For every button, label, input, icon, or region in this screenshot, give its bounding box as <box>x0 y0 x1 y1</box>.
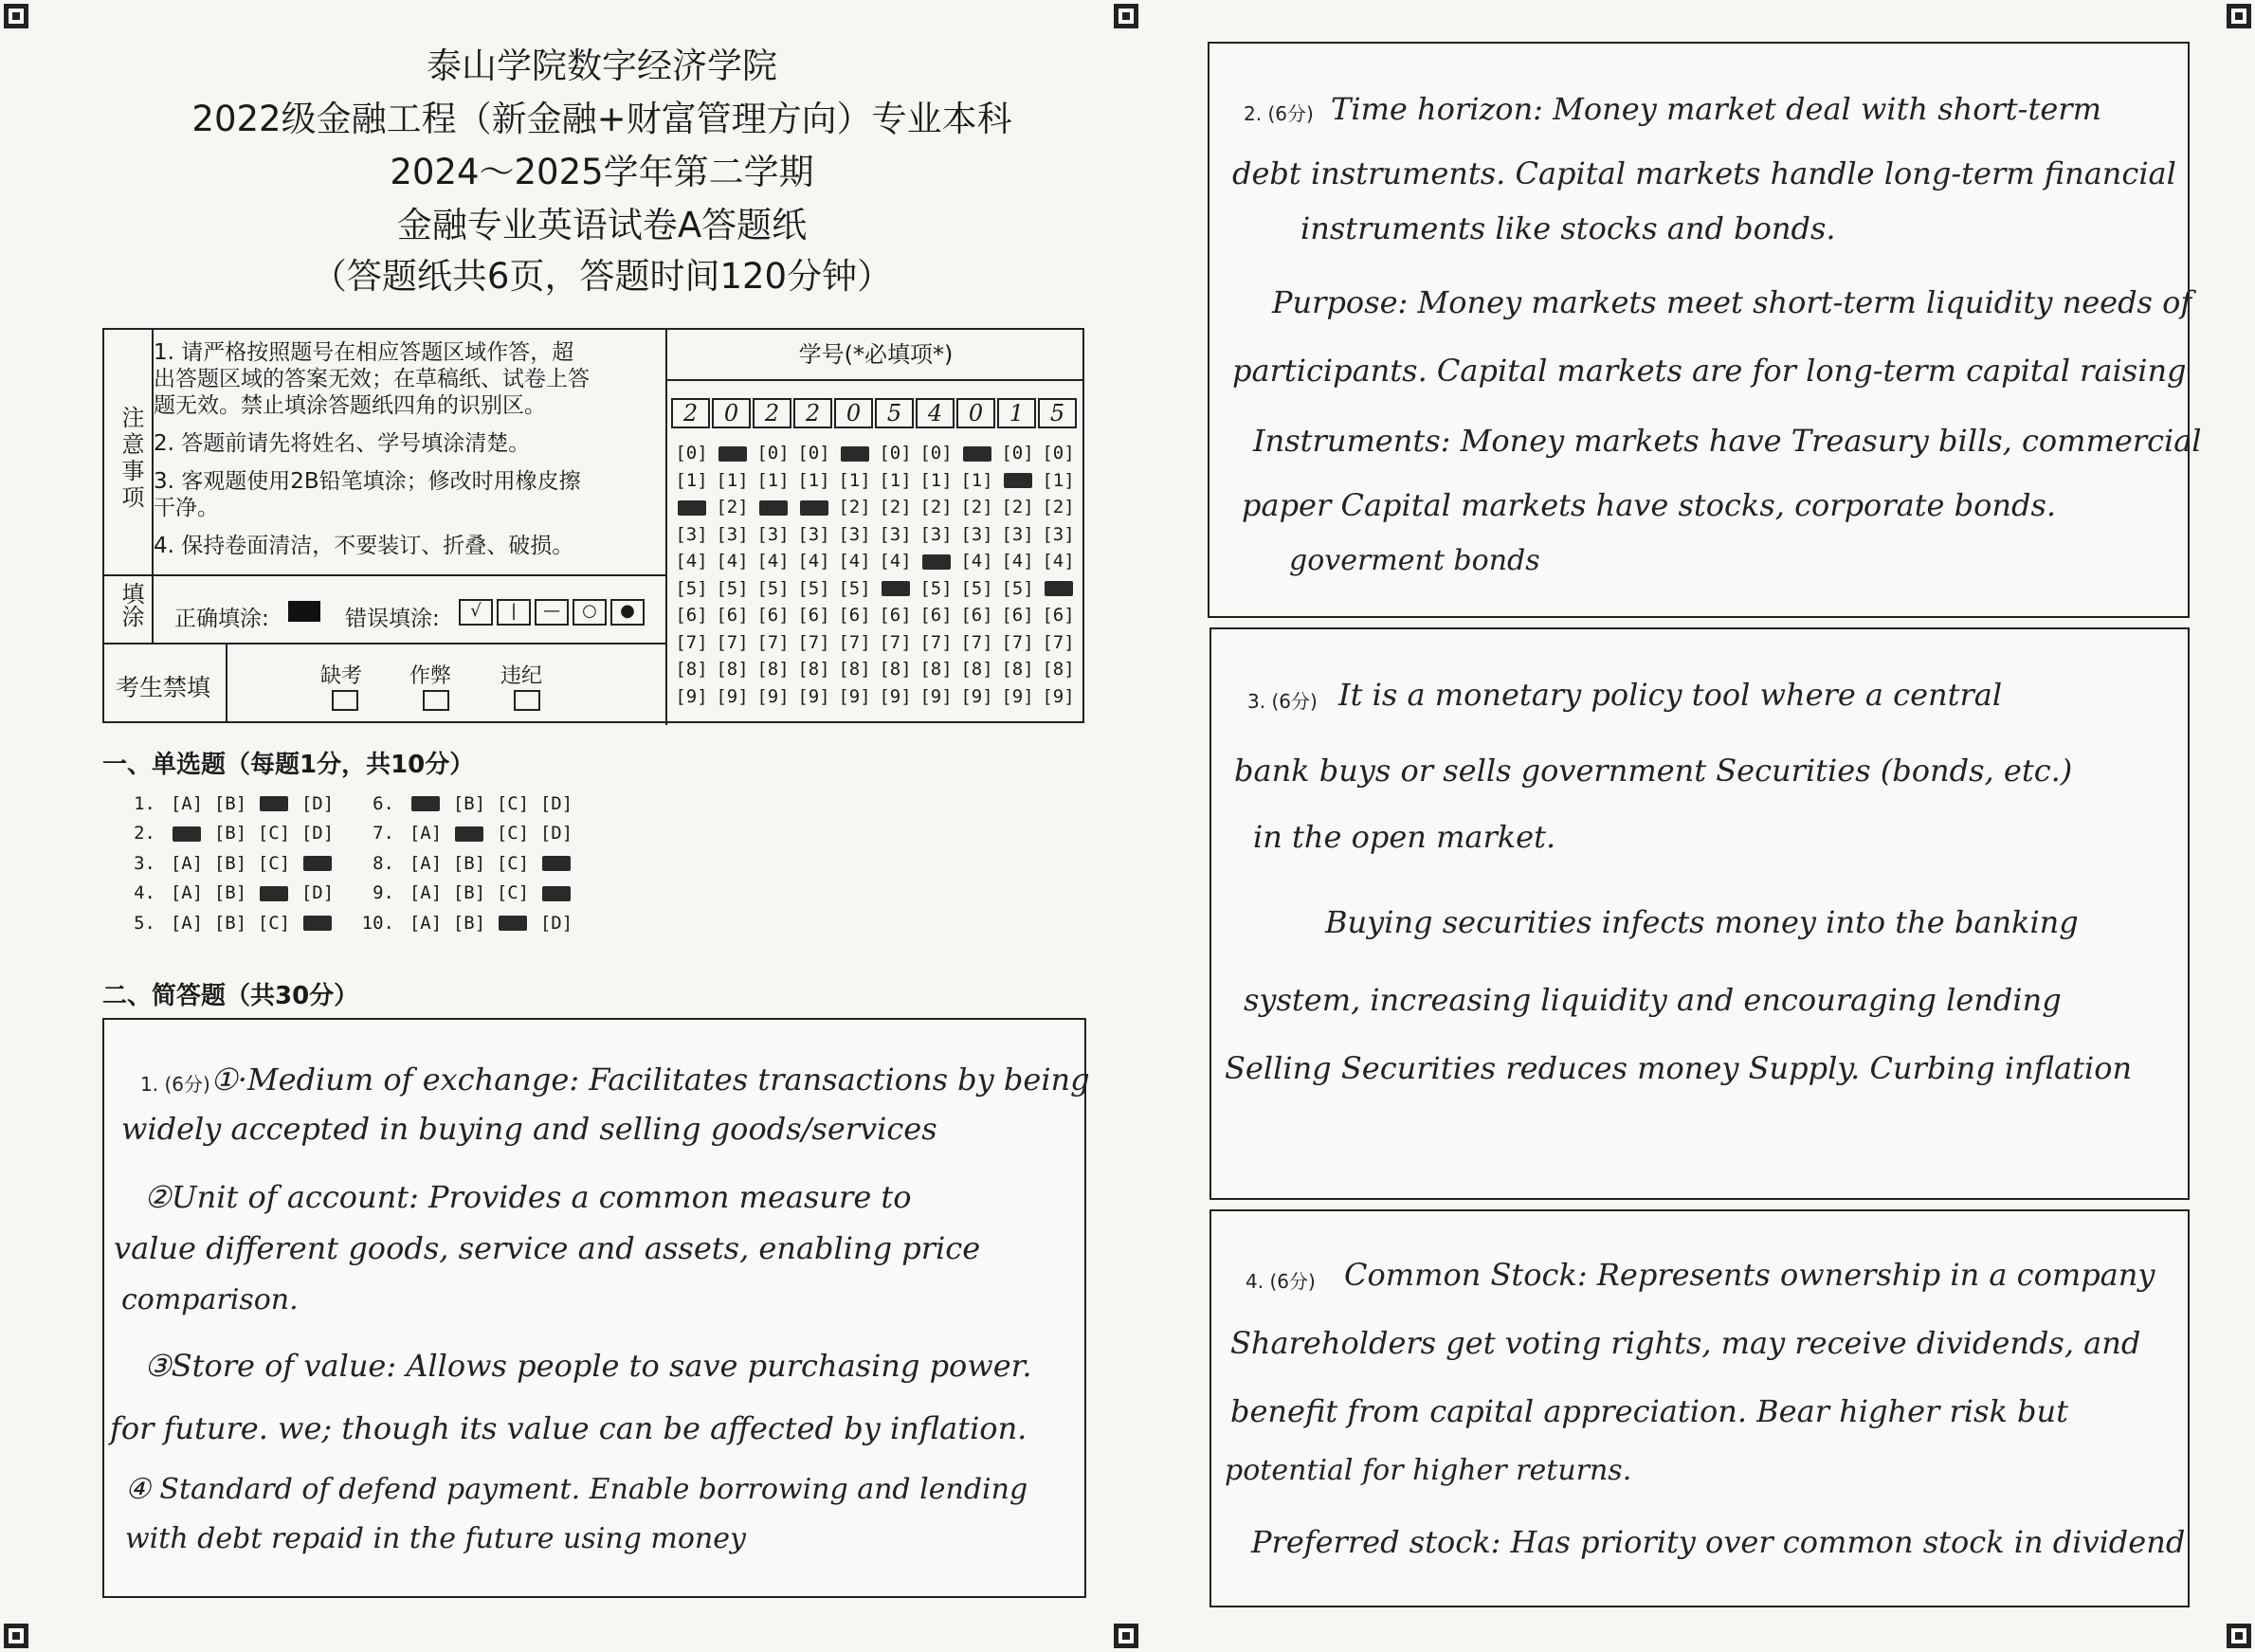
bubble-row <box>671 440 1088 467</box>
answer-line: value different goods, service and assets, enabling price <box>114 1230 981 1266</box>
answer-line: instruments like stocks and bonds. <box>1300 210 1836 246</box>
answer-line: ④ Standard of defend payment. Enable borrowing and lending <box>125 1473 1028 1506</box>
id-bubble[interactable]: [7] <box>919 631 953 653</box>
student-id-digit: 5 <box>1038 398 1077 428</box>
mc-question-number: 7. <box>373 823 394 844</box>
id-bubble[interactable]: [8] <box>838 659 871 680</box>
id-bubble[interactable]: [6] <box>797 605 830 626</box>
id-bubble[interactable]: [4] <box>797 551 830 572</box>
id-bubble[interactable]: [9] <box>1001 685 1034 707</box>
student-id-digit: 4 <box>916 398 955 428</box>
mc-option-bubble[interactable]: [A] <box>170 852 204 874</box>
answer-line: Instruments: Money markets have Treasury bills, commercial <box>1253 423 2202 459</box>
id-bubble[interactable]: [2] <box>960 497 993 517</box>
answer-line: Preferred stock: Has priority over common stock in dividend <box>1251 1524 2186 1560</box>
mc-option-bubble[interactable]: [A] <box>170 912 204 934</box>
answer-line: system, increasing liquidity and encouraging lending <box>1244 982 2062 1018</box>
answer-box-q4[interactable] <box>1209 1209 2190 1607</box>
violation-label: 违纪 <box>500 664 543 688</box>
id-bubble[interactable]: [9] <box>797 685 830 707</box>
id-bubble[interactable]: [6] <box>675 605 708 626</box>
id-bubble[interactable]: [6] <box>1001 605 1034 626</box>
answer-line: potential for higher returns. <box>1225 1454 1632 1487</box>
mc-option-bubble[interactable]: [B] <box>452 792 486 814</box>
id-bubble[interactable] <box>712 440 753 467</box>
notice-item: 干净。 <box>154 496 219 520</box>
wrong-fill-dash-icon: — <box>535 599 569 626</box>
mc-question-number: 9. <box>373 882 394 904</box>
mc-option-bubble[interactable]: [D] <box>300 882 335 904</box>
mc-option-bubble[interactable]: [B] <box>213 882 247 904</box>
id-bubble[interactable]: [3] <box>675 523 708 545</box>
id-bubble[interactable]: [9] <box>960 685 993 707</box>
answer-line: It is a monetary policy tool where a central <box>1338 677 2003 713</box>
mc-option-bubble[interactable]: [C] <box>257 823 291 844</box>
student-id-digit-row <box>671 398 1079 430</box>
bubble-row <box>671 521 1088 549</box>
answer-line: Common Stock: Represents ownership in a company <box>1344 1257 2155 1293</box>
id-bubble[interactable]: [4] <box>1001 551 1034 572</box>
id-bubble[interactable] <box>916 548 956 575</box>
question-label: 2. (6分) <box>1244 102 1314 125</box>
corner-mark-bottom-left <box>4 1624 28 1648</box>
mc-question-number: 8. <box>373 852 394 874</box>
id-bubble[interactable]: [0] <box>1042 443 1075 463</box>
id-bubble[interactable]: [7] <box>960 631 993 653</box>
answer-line: for future. we; though its value can be affected by inflation. <box>110 1410 1027 1446</box>
id-bubble[interactable]: [3] <box>1042 523 1075 545</box>
id-bubble[interactable]: [7] <box>756 631 790 653</box>
student-id-digit: 0 <box>834 398 873 428</box>
notice-item: 3. 客观题使用2B铅笔填涂；修改时用橡皮擦 <box>154 469 581 494</box>
mc-option-bubble[interactable]: [A] <box>409 912 443 934</box>
answer-line: Time horizon: Money market deal with short-term <box>1331 91 2101 127</box>
answer-box-q2[interactable] <box>1208 42 2202 618</box>
id-bubble[interactable] <box>875 575 916 603</box>
mc-option-bubble[interactable]: [C] <box>496 882 530 904</box>
id-bubble[interactable]: [7] <box>675 631 708 653</box>
cheat-label: 作弊 <box>409 664 452 688</box>
id-bubble[interactable]: [1] <box>879 469 912 491</box>
violation-checkbox[interactable] <box>514 690 540 711</box>
id-bubble[interactable] <box>956 440 997 467</box>
notice-item: 4. 保持卷面清洁，不要装订、折叠、破损。 <box>154 534 574 558</box>
mc-option-bubble[interactable]: [B] <box>213 852 247 874</box>
answer-line: ①·Medium of exchange: Facilitates transactions by being <box>210 1062 1090 1098</box>
notice-label: 注意事项 <box>118 406 144 512</box>
id-bubble[interactable]: [8] <box>675 659 708 680</box>
mc-option-bubble[interactable]: [C] <box>496 852 530 874</box>
mc-option-bubble[interactable]: [D] <box>300 792 335 814</box>
notice-panel <box>102 328 1084 723</box>
mc-option-bubble[interactable] <box>535 882 578 903</box>
answer-line: comparison. <box>121 1283 299 1316</box>
corner-mark-bottom-right <box>2227 1624 2251 1648</box>
id-bubble[interactable]: [5] <box>797 577 830 599</box>
mc-column-left <box>118 789 339 938</box>
mc-option-bubble[interactable] <box>252 793 296 814</box>
answer-line: debt instruments. Capital markets handle long-term financial <box>1232 155 2176 191</box>
id-bubble[interactable]: [8] <box>1042 659 1075 680</box>
id-bubble[interactable]: [7] <box>797 631 830 653</box>
bubble-row <box>671 683 1088 711</box>
answer-line: ③Store of value: Allows people to save purchasing power. <box>144 1348 1032 1384</box>
mc-question-number: 5. <box>134 912 155 934</box>
mc-option-bubble[interactable]: [D] <box>539 792 573 814</box>
mc-option-bubble[interactable] <box>165 823 209 844</box>
id-bubble[interactable]: [5] <box>919 577 953 599</box>
mc-option-bubble[interactable]: [A] <box>170 882 204 904</box>
student-id-digit: 5 <box>875 398 914 428</box>
id-bubble[interactable] <box>1038 575 1079 603</box>
id-bubble[interactable]: [0] <box>919 443 953 463</box>
id-bubble[interactable]: [9] <box>919 685 953 707</box>
mc-question-number: 10. <box>361 912 394 934</box>
mc-option-bubble[interactable]: [C] <box>257 912 291 934</box>
correct-fill-sample <box>288 601 320 622</box>
id-bubble[interactable]: [2] <box>1001 497 1034 517</box>
answer-line: ②Unit of account: Provides a common measure to <box>144 1179 912 1215</box>
id-bubble[interactable]: [3] <box>1001 523 1034 545</box>
divider <box>104 574 665 576</box>
id-bubble[interactable]: [8] <box>756 659 790 680</box>
id-bubble[interactable]: [9] <box>1042 685 1075 707</box>
mc-answer-row <box>356 848 578 879</box>
id-bubble[interactable]: [8] <box>919 659 953 680</box>
mc-option-bubble[interactable]: [A] <box>409 823 443 844</box>
id-bubble[interactable]: [2] <box>1042 497 1075 517</box>
id-bubble[interactable]: [8] <box>1001 659 1034 680</box>
mc-answer-row <box>356 819 578 849</box>
id-bubble[interactable] <box>753 494 793 521</box>
bubble-row <box>671 629 1088 657</box>
id-bubble[interactable]: [4] <box>838 551 871 572</box>
id-bubble[interactable]: [3] <box>838 523 871 545</box>
bubble-row <box>671 494 1088 521</box>
id-bubble[interactable]: [2] <box>716 497 749 517</box>
id-bubble[interactable]: [5] <box>675 577 708 599</box>
id-bubble[interactable]: [7] <box>1042 631 1075 653</box>
id-bubble[interactable]: [1] <box>919 469 953 491</box>
forbid-label: 考生禁填 <box>116 674 211 701</box>
mc-question-number: 2. <box>134 823 155 844</box>
mc-column-right <box>356 789 578 938</box>
bubble-row <box>671 467 1088 495</box>
major-title: 2022级金融工程（新金融+财富管理方向）专业本科 <box>191 99 1012 139</box>
mc-answer-row <box>118 908 339 938</box>
mc-option-bubble[interactable]: [A] <box>409 852 443 874</box>
mc-option-bubble[interactable]: [A] <box>409 882 443 904</box>
question-label: 1. (6分) <box>140 1073 210 1096</box>
mc-option-bubble[interactable]: [D] <box>539 912 573 934</box>
mc-option-bubble[interactable] <box>296 853 339 874</box>
student-id-bubble-grid <box>671 440 1088 710</box>
id-bubble[interactable]: [0] <box>675 443 708 463</box>
id-bubble[interactable]: [9] <box>838 685 871 707</box>
answer-box-q3[interactable] <box>1209 627 2190 1200</box>
id-bubble[interactable]: [6] <box>756 605 790 626</box>
bubble-row <box>671 548 1088 575</box>
id-bubble[interactable]: [6] <box>1042 605 1075 626</box>
bubble-row <box>671 656 1088 683</box>
mc-option-bubble[interactable] <box>535 853 578 874</box>
absent-checkbox[interactable] <box>332 690 358 711</box>
answer-line: bank buys or sells government Securities (bonds, etc.) <box>1234 753 2073 789</box>
cheat-checkbox[interactable] <box>423 690 449 711</box>
student-id-digit: 1 <box>997 398 1036 428</box>
fill-label: 填涂 <box>118 582 144 627</box>
id-bubble[interactable]: [4] <box>879 551 912 572</box>
id-bubble[interactable]: [3] <box>716 523 749 545</box>
mc-option-bubble[interactable] <box>404 793 447 814</box>
corner-mark-top-center <box>1114 4 1138 28</box>
id-bubble[interactable]: [0] <box>756 443 790 463</box>
student-id-digit: 2 <box>753 398 791 428</box>
mc-answer-row <box>118 789 339 819</box>
id-bubble[interactable]: [5] <box>838 577 871 599</box>
mc-option-bubble[interactable]: [C] <box>496 823 530 844</box>
mc-option-bubble[interactable]: [C] <box>257 852 291 874</box>
correct-fill-label: 正确填涂: <box>174 607 269 631</box>
corner-mark-bottom-center <box>1114 1624 1138 1648</box>
id-bubble[interactable]: [9] <box>756 685 790 707</box>
id-bubble[interactable]: [0] <box>1001 443 1034 463</box>
answer-line: paper Capital markets have stocks, corporate bonds. <box>1242 487 2057 523</box>
answer-line: Shareholders get voting rights, may receive dividends, and <box>1230 1325 2141 1361</box>
absent-label: 缺考 <box>320 664 363 688</box>
bubble-row <box>671 575 1088 603</box>
id-bubble[interactable] <box>671 494 712 521</box>
id-bubble[interactable]: [2] <box>879 497 912 517</box>
wrong-fill-check-icon: √ <box>459 599 493 626</box>
mc-option-bubble[interactable]: [B] <box>452 852 486 874</box>
mc-option-bubble[interactable]: [B] <box>452 912 486 934</box>
notice-item: 1. 请严格按照题号在相应答题区域作答，超 <box>154 340 574 365</box>
id-bubble[interactable]: [5] <box>960 577 993 599</box>
id-bubble[interactable]: [5] <box>1001 577 1034 599</box>
id-bubble[interactable]: [1] <box>1042 469 1075 491</box>
mc-option-bubble[interactable]: [B] <box>213 912 247 934</box>
notice-item: 出答题区域的答案无效；在草稿纸、试卷上答 <box>154 367 590 391</box>
id-bubble[interactable]: [1] <box>756 469 790 491</box>
id-bubble[interactable]: [3] <box>919 523 953 545</box>
wrong-fill-label: 错误填涂: <box>345 607 440 631</box>
bubble-row <box>671 602 1088 629</box>
corner-mark-top-left <box>4 4 28 28</box>
id-bubble[interactable]: [9] <box>879 685 912 707</box>
mc-option-bubble[interactable]: [B] <box>452 882 486 904</box>
id-bubble[interactable]: [6] <box>838 605 871 626</box>
notice-item: 2. 答题前请先将姓名、学号填涂清楚。 <box>154 431 531 456</box>
id-bubble[interactable]: [0] <box>797 443 830 463</box>
mc-option-bubble[interactable]: [B] <box>213 823 247 844</box>
mc-question-number: 1. <box>134 792 155 814</box>
mc-question-number: 4. <box>134 882 155 904</box>
forbid-label-cell <box>104 644 227 723</box>
answer-line: in the open market. <box>1253 819 1556 855</box>
mc-option-bubble[interactable]: [B] <box>213 792 247 814</box>
student-id-digit: 2 <box>671 398 710 428</box>
answer-line: Selling Securities reduces money Supply. Curbing inflation <box>1225 1050 2133 1086</box>
divider <box>665 330 667 725</box>
mc-option-bubble[interactable] <box>296 913 339 934</box>
question-label: 4. (6分) <box>1246 1270 1316 1293</box>
answer-line: with debt repaid in the future using money <box>125 1522 746 1555</box>
mc-answer-row <box>356 879 578 909</box>
student-id-digit: 0 <box>712 398 751 428</box>
fill-label-cell <box>104 576 154 643</box>
section1-title: 一、单选题（每题1分，共10分） <box>102 751 475 779</box>
id-bubble[interactable]: [6] <box>919 605 953 626</box>
answer-line: benefit from capital appreciation. Bear higher risk but <box>1230 1393 2068 1429</box>
id-bubble[interactable]: [8] <box>716 659 749 680</box>
question-label: 3. (6分) <box>1247 690 1318 713</box>
id-bubble[interactable]: [3] <box>879 523 912 545</box>
mc-option-bubble[interactable] <box>491 913 535 934</box>
mc-option-bubble[interactable] <box>252 882 296 903</box>
answer-line: Buying securities infects money into the banking <box>1325 904 2079 940</box>
wrong-fill-dot-icon: ● <box>610 599 645 626</box>
id-bubble[interactable]: [4] <box>716 551 749 572</box>
mc-answer-row <box>356 908 578 938</box>
exam-title: 金融专业英语试卷A答题纸 <box>396 205 808 245</box>
student-id-digit: 0 <box>956 398 995 428</box>
mc-option-bubble[interactable]: [A] <box>170 792 204 814</box>
id-bubble[interactable]: [1] <box>675 469 708 491</box>
mc-answer-row <box>356 789 578 819</box>
id-bubble[interactable]: [1] <box>716 469 749 491</box>
mc-answer-row <box>118 819 339 849</box>
exam-info: （答题纸共6页，答题时间120分钟） <box>311 256 893 297</box>
answer-line: participants. Capital markets are for long-term capital raising <box>1232 353 2187 389</box>
id-bubble[interactable]: [7] <box>716 631 749 653</box>
id-bubble[interactable]: [2] <box>919 497 953 517</box>
section2-title: 二、简答题（共30分） <box>102 982 359 1010</box>
id-bubble[interactable]: [5] <box>716 577 749 599</box>
notice-label-cell <box>104 330 154 574</box>
id-bubble[interactable]: [9] <box>716 685 749 707</box>
answer-line: widely accepted in buying and selling goods/services <box>121 1111 937 1147</box>
id-bubble[interactable]: [1] <box>960 469 993 491</box>
id-bubble[interactable]: [2] <box>838 497 871 517</box>
id-bubble[interactable]: [4] <box>1042 551 1075 572</box>
id-bubble[interactable] <box>834 440 875 467</box>
id-bubble[interactable]: [3] <box>960 523 993 545</box>
id-bubble[interactable]: [7] <box>1001 631 1034 653</box>
wrong-fill-bar-icon: | <box>497 599 531 626</box>
id-bubble[interactable]: [6] <box>960 605 993 626</box>
answer-box-q1[interactable] <box>102 1018 1090 1598</box>
notice-item: 题无效。禁止填涂答题纸四角的识别区。 <box>154 393 546 418</box>
mc-answer-row <box>118 879 339 909</box>
mc-question-number: 6. <box>373 792 394 814</box>
id-bubble[interactable]: [4] <box>960 551 993 572</box>
id-bubble[interactable]: [3] <box>797 523 830 545</box>
mc-answer-row <box>118 848 339 879</box>
id-bubble[interactable]: [4] <box>675 551 708 572</box>
id-bubble[interactable]: [8] <box>797 659 830 680</box>
mc-option-bubble[interactable] <box>447 823 491 844</box>
wrong-fill-circle-icon: ○ <box>573 599 607 626</box>
answer-line: goverment bonds <box>1289 544 1540 577</box>
id-bubble[interactable]: [3] <box>756 523 790 545</box>
semester: 2024～2025学年第二学期 <box>390 152 814 192</box>
mc-option-bubble[interactable]: [C] <box>496 792 530 814</box>
id-bubble[interactable]: [4] <box>756 551 790 572</box>
id-bubble[interactable]: [8] <box>960 659 993 680</box>
id-bubble[interactable] <box>793 494 834 521</box>
mc-option-bubble[interactable]: [D] <box>300 823 335 844</box>
id-bubble[interactable]: [1] <box>838 469 871 491</box>
mc-option-bubble[interactable]: [D] <box>539 823 573 844</box>
id-bubble[interactable]: [5] <box>756 577 790 599</box>
id-bubble[interactable]: [6] <box>879 605 912 626</box>
student-id-title: 学号(*必填项*) <box>667 330 1084 381</box>
id-bubble[interactable]: [8] <box>879 659 912 680</box>
id-bubble[interactable] <box>997 467 1038 495</box>
id-bubble[interactable]: [7] <box>838 631 871 653</box>
answer-line: Purpose: Money markets meet short-term liquidity needs of <box>1272 284 2192 320</box>
corner-mark-top-right <box>2227 4 2251 28</box>
school-name: 泰山学院数字经济学院 <box>427 45 777 86</box>
id-bubble[interactable]: [0] <box>879 443 912 463</box>
id-bubble[interactable]: [1] <box>797 469 830 491</box>
mc-question-number: 3. <box>134 852 155 874</box>
id-bubble[interactable]: [7] <box>879 631 912 653</box>
id-bubble[interactable]: [6] <box>716 605 749 626</box>
id-bubble[interactable]: [9] <box>675 685 708 707</box>
student-id-digit: 2 <box>793 398 832 428</box>
